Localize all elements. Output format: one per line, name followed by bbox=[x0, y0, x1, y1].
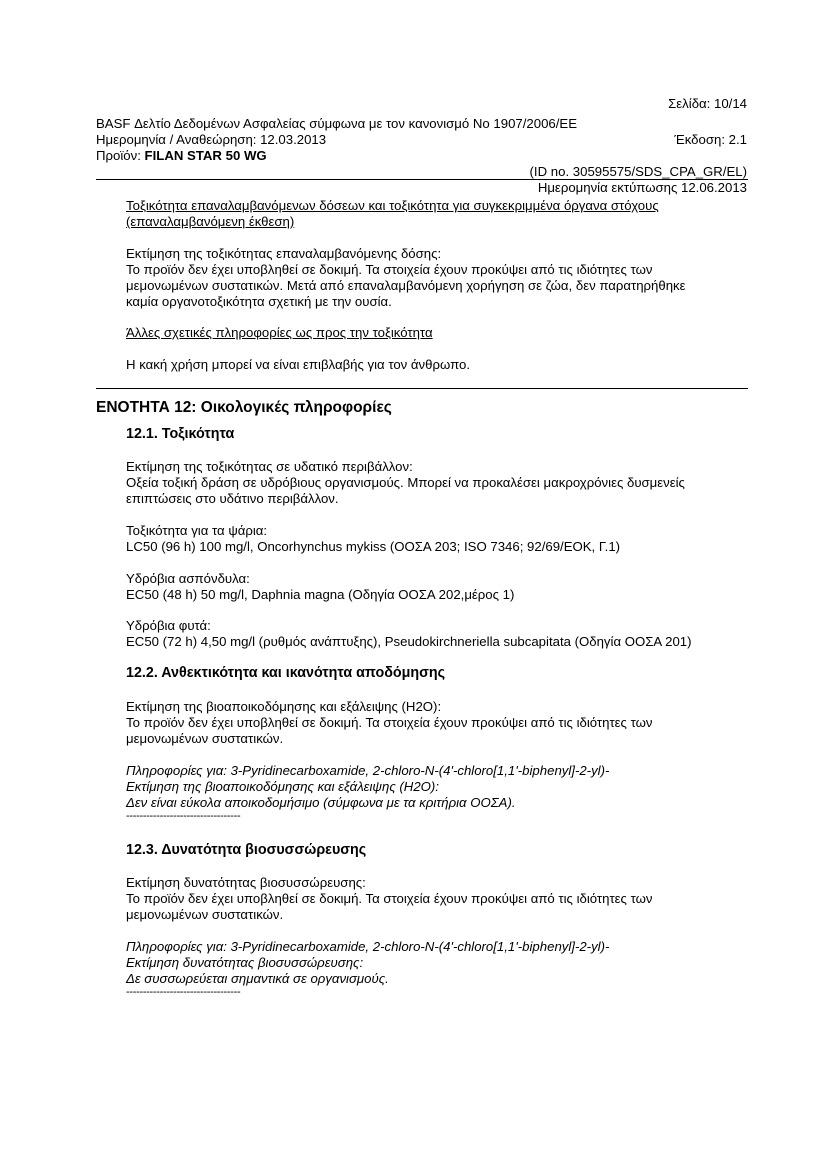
repeated-dose-text-2: Το προϊόν δεν έχει υποβληθεί σε δοκιμή. Τα στοιχεία έχουν προκύψει από τις ιδιότητες των bbox=[126, 262, 653, 277]
aquatic-text-3: επιπτώσεις στο υδάτινο περιβάλλον. bbox=[126, 491, 339, 506]
degradation-separator: ---------------------------------- bbox=[126, 810, 241, 822]
invertebrates-value: EC50 (48 h) 50 mg/l, Daphnia magna (Οδηγία ΟΟΣΑ 202,μέρος 1) bbox=[126, 587, 515, 602]
version: Έκδοση: 2.1 bbox=[674, 132, 747, 147]
section-divider bbox=[96, 388, 748, 389]
print-date: Ημερομηνία εκτύπωσης 12.06.2013 bbox=[537, 180, 747, 195]
repeated-dose-text-1: Εκτίμηση της τοξικότητας επαναλαμβανόμενης δόσης: bbox=[126, 246, 442, 261]
invertebrates-label: Υδρόβια ασπόνδυλα: bbox=[126, 571, 250, 586]
bioaccumulation-info-2: Εκτίμηση δυνατότητας βιοσυσσώρευσης: bbox=[126, 955, 364, 970]
degradation-info-3: Δεν είναι εύκολα αποικοδομήσιμο (σύμφωνα με τα κριτήρια ΟΟΣΑ). bbox=[126, 795, 516, 810]
product-label: Προϊόν: bbox=[96, 148, 145, 163]
repeated-dose-heading-2: (επαναλαμβανόμενη έκθεση) bbox=[126, 214, 295, 229]
degradation-text-2: Το προϊόν δεν έχει υποβληθεί σε δοκιμή. Τα στοιχεία έχουν προκύψει από τις ιδιότητες των bbox=[126, 715, 653, 730]
plants-label: Υδρόβια φυτά: bbox=[126, 618, 211, 633]
fish-value: LC50 (96 h) 100 mg/l, Oncorhynchus mykiss (ΟΟΣΑ 203; ISO 7346; 92/69/ΕΟΚ, Γ.1) bbox=[126, 539, 621, 554]
subsection-12-3-title: 12.3. Δυνατότητα βιοσυσσώρευσης bbox=[126, 842, 367, 858]
degradation-info-1: Πληροφορίες για: 3-Pyridinecarboxamide, 2-chloro-N-(4'-chloro[1,1'-biphenyl]-2-yl)- bbox=[126, 763, 610, 778]
subsection-12-1-title: 12.1. Τοξικότητα bbox=[126, 426, 235, 442]
repeated-dose-text-4: καμία οργανοτοξικότητα σχετική με την ουσία. bbox=[126, 294, 392, 309]
product-line bbox=[96, 148, 267, 163]
plants-value: EC50 (72 h) 4,50 mg/l (ρυθμός ανάπτυξης), Pseudokirchneriella subcapitata (Οδηγία ΟΟΣΑ 201) bbox=[126, 634, 692, 649]
subsection-12-2-title: 12.2. Ανθεκτικότητα και ικανότητα αποδόμησης bbox=[126, 665, 446, 681]
bioaccumulation-info-3: Δε συσσωρεύεται σημαντικά σε οργανισμούς. bbox=[126, 971, 389, 986]
repeated-dose-heading-1: Τοξικότητα επαναλαμβανόμενων δόσεων και τοξικότητα για συγκεκριμμένα όργανα στόχους bbox=[126, 198, 659, 213]
page-number: Σελίδα: 10/14 bbox=[668, 96, 747, 111]
degradation-text-1: Εκτίμηση της βιοαποικοδόμησης και εξάλειψης (H2O): bbox=[126, 699, 442, 714]
other-info-text: Η κακή χρήση μπορεί να είναι επιβλαβής για τον άνθρωπο. bbox=[126, 357, 471, 372]
bioaccumulation-separator: ---------------------------------- bbox=[126, 986, 241, 998]
degradation-info-2: Εκτίμηση της βιοαποικοδόμησης και εξάλειψης (H2O): bbox=[126, 779, 439, 794]
fish-label: Τοξικότητα για τα ψάρια: bbox=[126, 523, 268, 538]
bioaccumulation-text-2: Το προϊόν δεν έχει υποβληθεί σε δοκιμή. Τα στοιχεία έχουν προκύψει από τις ιδιότητες των bbox=[126, 891, 653, 906]
product-name: FILAN STAR 50 WG bbox=[144, 148, 267, 163]
bioaccumulation-info-1: Πληροφορίες για: 3-Pyridinecarboxamide, 2-chloro-N-(4'-chloro[1,1'-biphenyl]-2-yl)- bbox=[126, 939, 610, 954]
revision-date: Ημερομηνία / Αναθεώρηση: 12.03.2013 bbox=[96, 132, 327, 147]
aquatic-text-2: Οξεία τοξική δράση σε υδρόβιους οργανισμούς. Μπορεί να προκαλέσει μακροχρόνιες δυσμενείς bbox=[126, 475, 685, 490]
document-title: BASF Δελτίο Δεδομένων Ασφαλείας σύμφωνα με τον κανονισμό Νο 1907/2006/ΕΕ bbox=[96, 116, 578, 131]
id-number: (ID no. 30595575/SDS_CPA_GR/EL) bbox=[529, 164, 747, 179]
degradation-text-3: μεμονωμένων συστατικών. bbox=[126, 731, 284, 746]
bioaccumulation-text-1: Εκτίμηση δυνατότητας βιοσυσσώρευσης: bbox=[126, 875, 366, 890]
repeated-dose-text-3: μεμονωμένων συστατικών. Μετά από επαναλαμβανόμενη χορήγηση σε ζώα, δεν παρατηρήθηκε bbox=[126, 278, 686, 293]
aquatic-text-1: Εκτίμηση της τοξικότητας σε υδατικό περιβάλλον: bbox=[126, 459, 413, 474]
section-12-title: ΕΝΟΤΗΤΑ 12: Οικολογικές πληροφορίες bbox=[96, 399, 392, 416]
bioaccumulation-text-3: μεμονωμένων συστατικών. bbox=[126, 907, 284, 922]
other-info-heading: Άλλες σχετικές πληροφορίες ως προς την τοξικότητα bbox=[126, 325, 433, 340]
